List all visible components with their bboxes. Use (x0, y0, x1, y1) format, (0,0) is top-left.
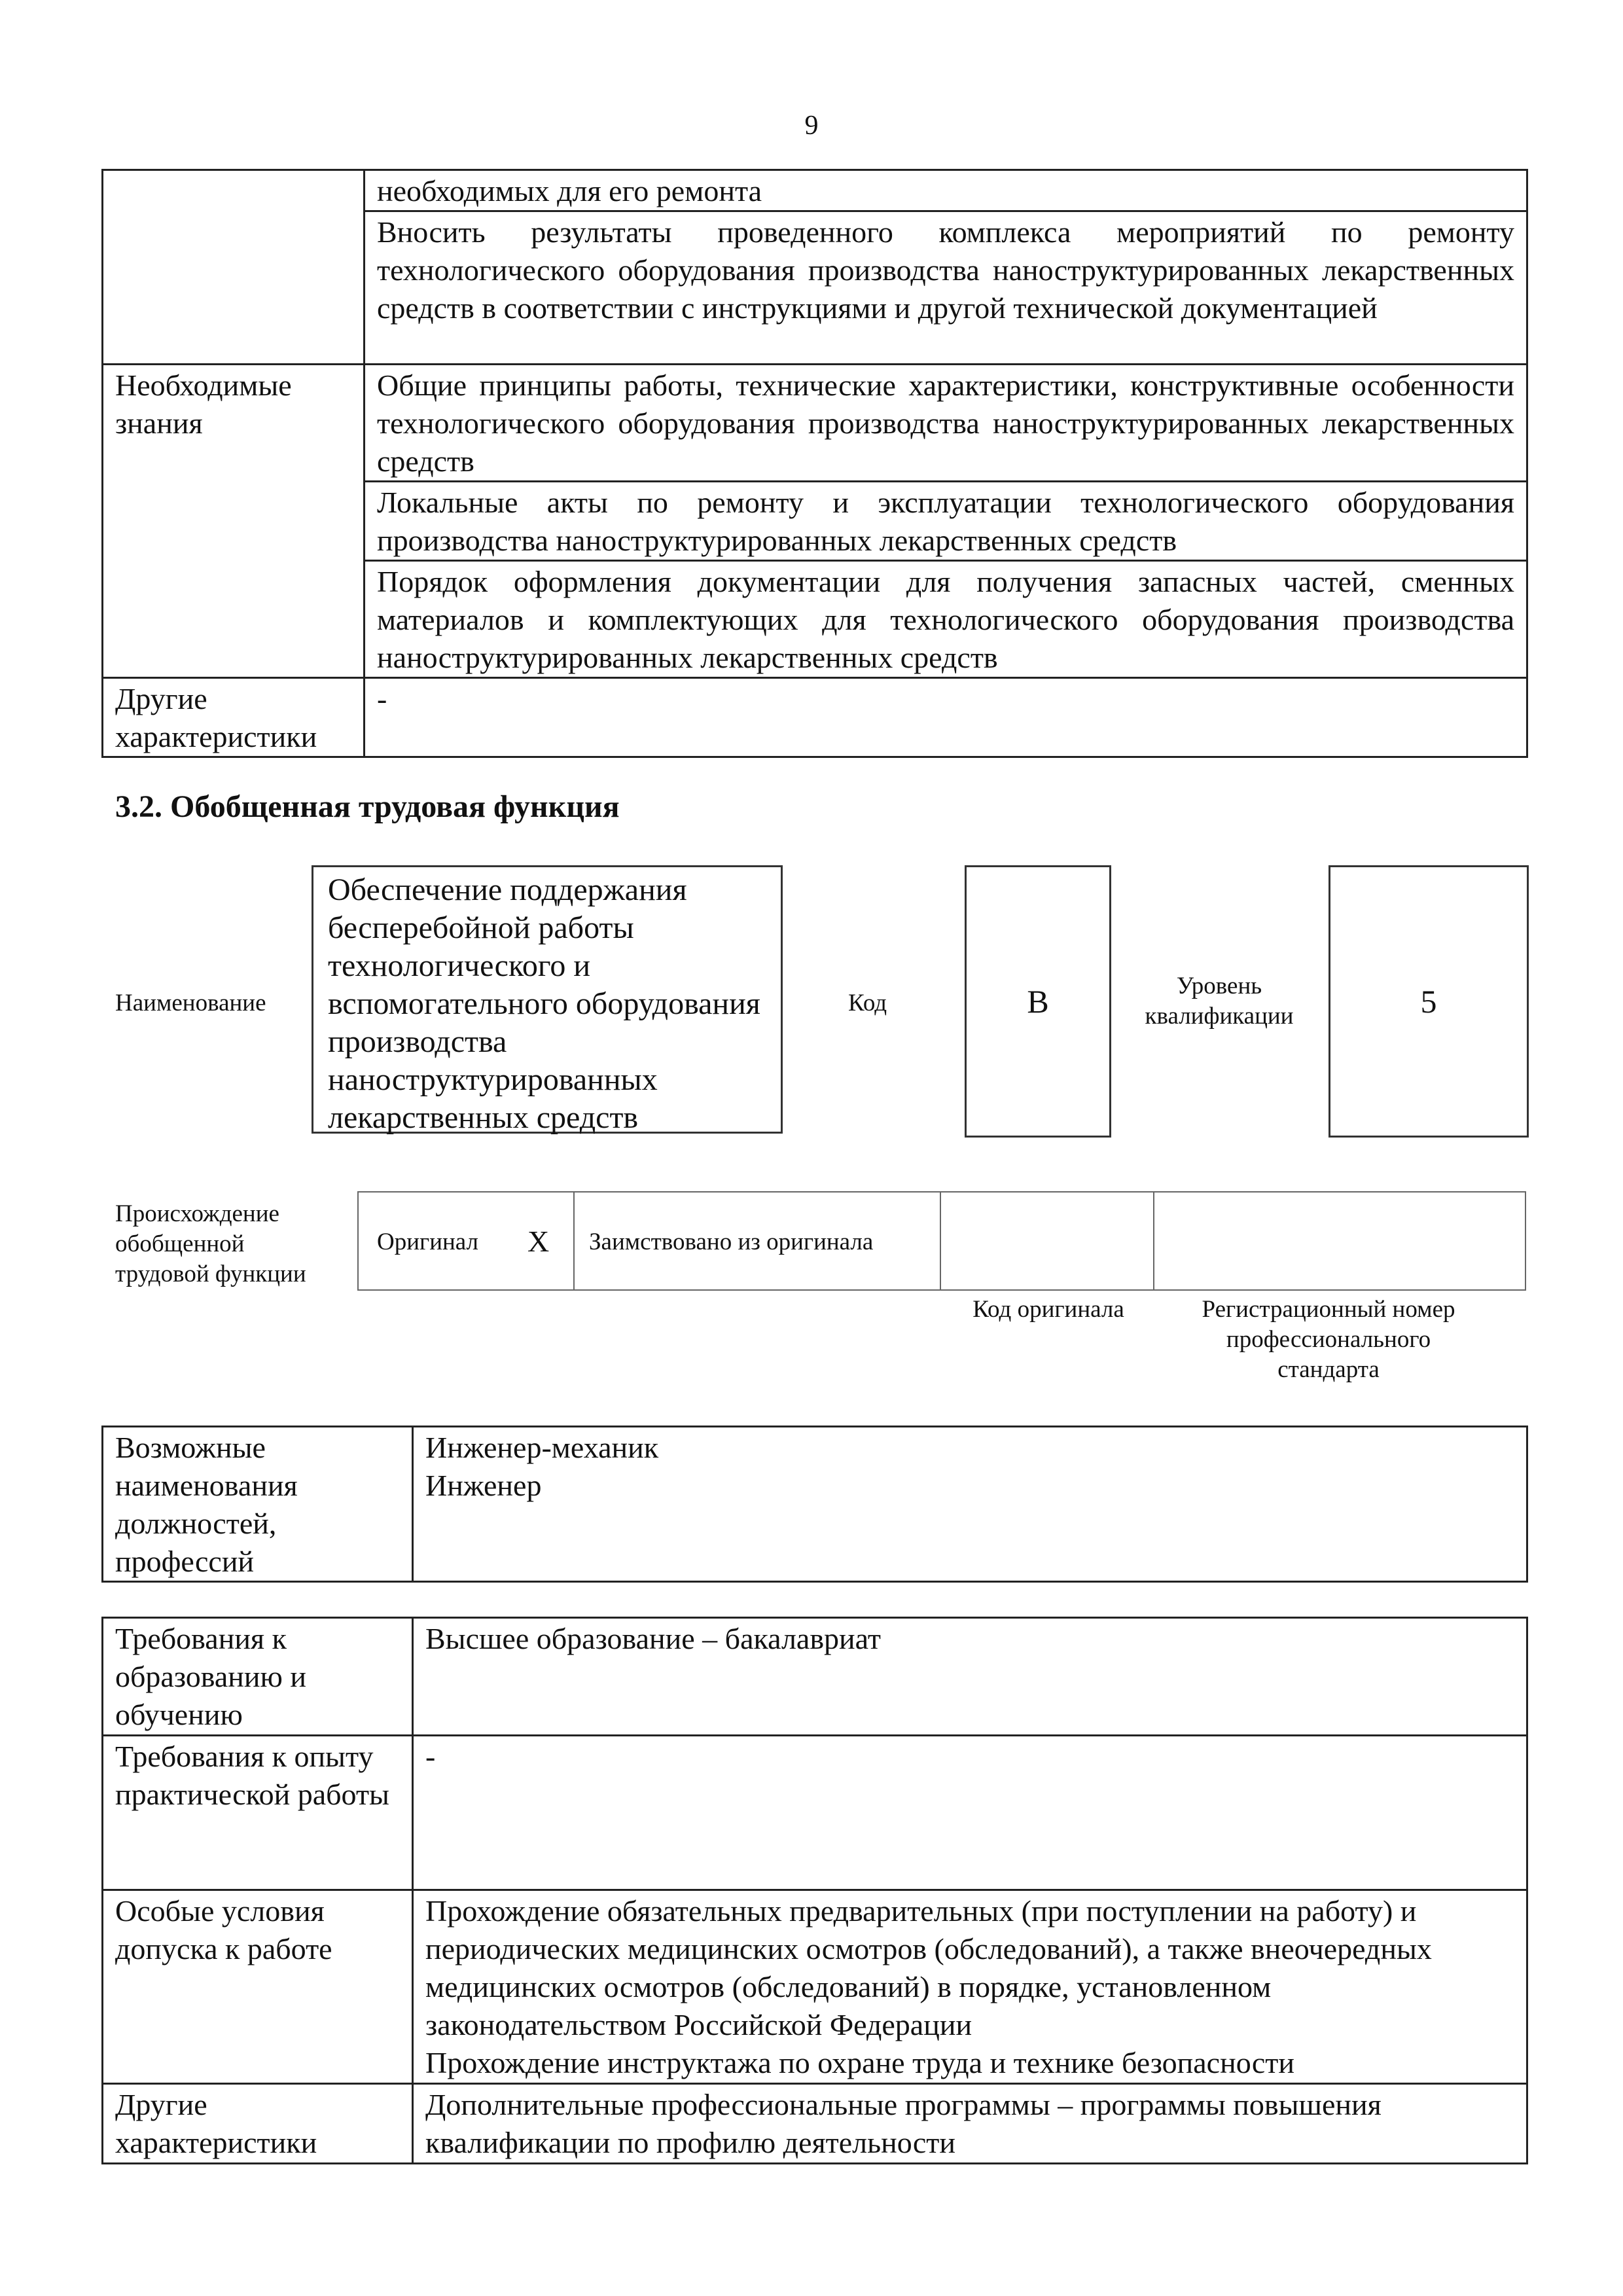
positions-cell (413, 1427, 1527, 1582)
table-label-cell: Необходимые знания (103, 365, 365, 678)
requirements-table (101, 1617, 1528, 2164)
code-label: Код (848, 990, 887, 1016)
table-cell: Порядок оформления документации для получения запасных частей, сменных материалов и комплектующих для технологического оборудования производства наноструктурированных лекарственных средств (365, 561, 1527, 678)
position-item: Инженер (425, 1469, 542, 1502)
level-box (1329, 865, 1529, 1138)
table-label-cell: Требования к опыту практической работы (103, 1736, 413, 1890)
table-cell: Дополнительные профессиональные программы – программы повышения квалификации по профилю деятельности (413, 2084, 1527, 2164)
positions-table (101, 1426, 1528, 1583)
origin-divider (940, 1191, 941, 1289)
table-cell: Вносить результаты проведенного комплекса мероприятий по ремонту технологического оборудования производства наноструктурированных лекарственных средств в соответствии с инструкциями и другой технической документацией (365, 211, 1527, 365)
origin-divider (573, 1191, 575, 1289)
original-label: Оригинал (377, 1229, 479, 1255)
level-value: 5 (1420, 983, 1437, 1020)
code-original-caption: Код оригинала (972, 1296, 1124, 1323)
origin-divider (1525, 1191, 1526, 1289)
origin-label: Происхождение обобщенной трудовой функции (115, 1200, 306, 1287)
table-label-cell: Другие характеристики (103, 678, 365, 757)
table-cell: - (365, 678, 1527, 757)
table-cell (413, 1890, 1527, 2084)
code-box (965, 865, 1111, 1138)
table-label-cell: Требования к образованию и обучению (103, 1618, 413, 1736)
condition-item: Прохождение обязательных предварительных (при поступлении на работу) и периодических медицинских осмотров (обследований), а также внеочередных медицинских осмотров (обследований) в порядке, установленном законодательством Российской Федерации (425, 1894, 1432, 2041)
table-label-cell: Другие характеристики (103, 2084, 413, 2164)
table-label-cell: Особые условия допуска к работе (103, 1890, 413, 2084)
borrowed-label: Заимствовано из оригинала (589, 1229, 874, 1255)
code-value: B (1027, 983, 1049, 1020)
origin-divider (1153, 1191, 1154, 1289)
table-label-cell: Возможные наименования должностей, профессий (103, 1427, 413, 1582)
page-number: 9 (804, 111, 819, 141)
level-label: Уровень квалификации (1145, 973, 1294, 1030)
position-item: Инженер-механик (425, 1431, 659, 1464)
table-cell: - (413, 1736, 1527, 1890)
table-label-cell (103, 170, 365, 365)
table-cell: Высшее образование – бакалавриат (413, 1618, 1527, 1736)
original-mark: X (527, 1225, 550, 1258)
table-cell: необходимых для его ремонта (365, 170, 1527, 211)
function-name-box: Обеспечение поддержания бесперебойной работы технологического и вспомогательного оборудования производства наноструктурированных лекарственных средств (312, 865, 783, 1134)
reg-number-caption: Регистрационный номер профессионального стандарта (1202, 1296, 1455, 1383)
section-title: 3.2. Обобщенная трудовая функция (115, 789, 620, 824)
condition-item: Прохождение инструктажа по охране труда и технике безопасности (425, 2046, 1294, 2079)
table-cell: Общие принципы работы, технические характеристики, конструктивные особенности технологического оборудования производства наноструктурированных лекарственных средств (365, 365, 1527, 482)
table-cell: Локальные акты по ремонту и эксплуатации технологического оборудования производства наноструктурированных лекарственных средств (365, 482, 1527, 561)
name-label: Наименование (115, 990, 266, 1016)
skills-knowledge-table (101, 169, 1528, 758)
